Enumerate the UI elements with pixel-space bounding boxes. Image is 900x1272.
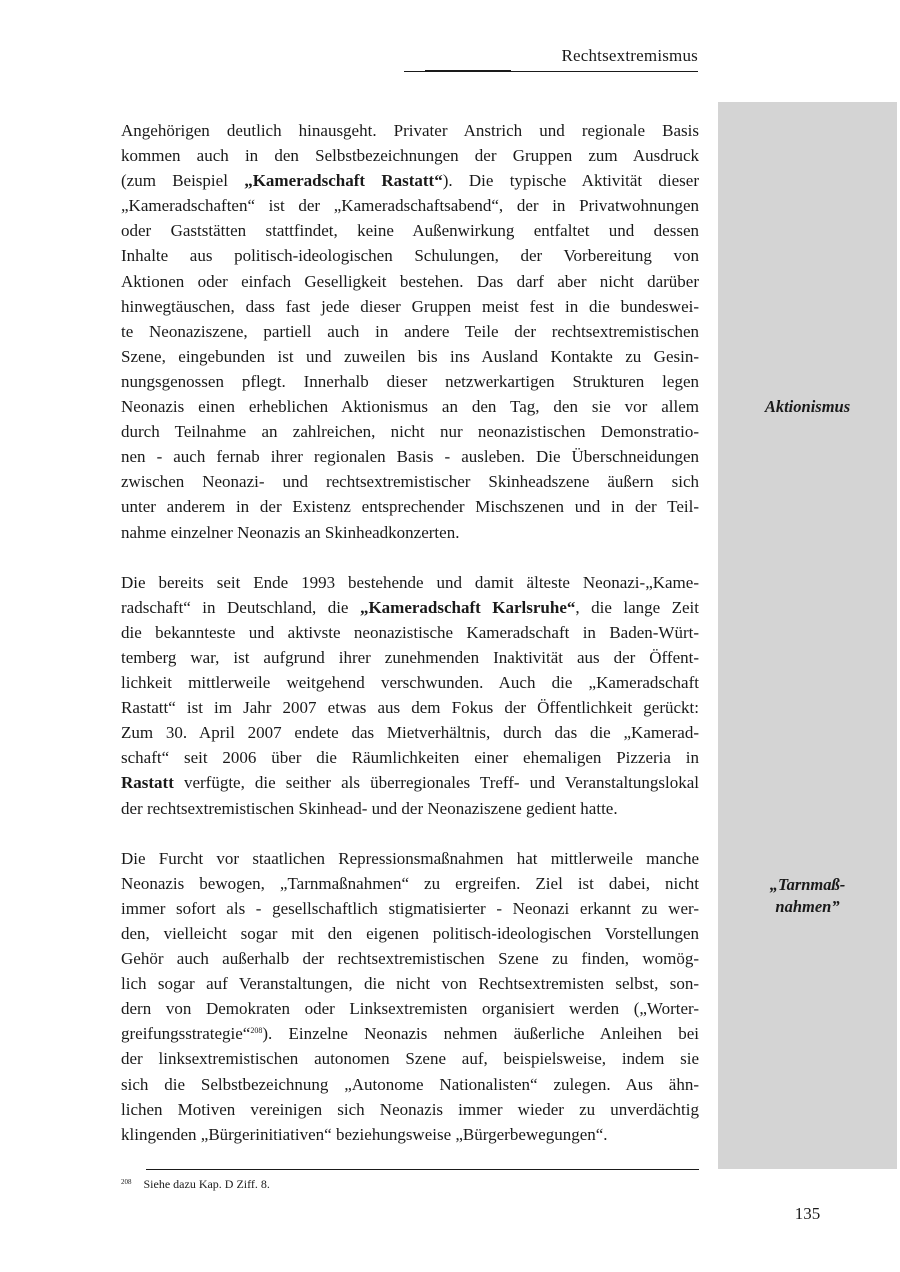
text-line: Rastatt“ ist im Jahr 2007 etwas aus dem Fokus der Öffentlichkeit gerückt: <box>121 698 699 718</box>
footnote-rule <box>146 1169 699 1170</box>
margin-note-tarnmassnahmen <box>718 874 897 918</box>
text-line: klingenden „Bürgerinitiativen“ beziehungsweise „Bürgerbewegungen“. <box>121 1124 608 1144</box>
text-fragment: verfügte, die seither als überregionales Treff- und Veranstaltungslokal <box>173 773 699 793</box>
margin-note-aktionismus <box>718 396 897 418</box>
text-line: der rechtsextremistischen Skinhead- und der Neonaziszene gedient hatte. <box>121 798 618 818</box>
text-line: nen - auch fernab ihrer regionalen Basis - ausleben. Die Überschneidungen <box>121 447 699 467</box>
text-line: nahme einzelner Neonazis an Skinheadkonzerten. <box>121 522 460 542</box>
text-line: Zum 30. April 2007 endete das Mietverhältnis, durch das die „Kamerad- <box>121 723 699 743</box>
text-line: Neonazis einen erheblichen Aktionismus an den Tag, den sie vor allem <box>121 397 699 417</box>
text-line: den, vielleicht sogar mit den eigenen politisch-ideologischen Vorstellungen <box>121 924 699 943</box>
text-line: zwischen Neonazi- und rechtsextremistischer Skinheadszene äußern sich <box>121 472 699 492</box>
paragraph-1 <box>121 118 699 545</box>
body-text <box>121 118 699 1147</box>
margin-note-line: nahmen” <box>775 897 840 916</box>
text-line: der linksextremistischen autonomen Szene auf, beispielsweise, indem sie <box>121 1049 699 1069</box>
text-line <box>121 595 699 620</box>
text-line: temberg war, ist aufgrund ihrer zunehmenden Inaktivität aus der Öffent- <box>121 647 699 667</box>
margin-note-line: „Tarnmaß- <box>769 875 846 894</box>
bold-term: „Kameradschaft Rastatt“ <box>244 171 443 191</box>
text-line <box>121 168 699 193</box>
text-line: immer sofort als - gesellschaftlich stigmatisierter - Neonazi erkannt zu wer- <box>121 898 699 918</box>
text-fragment: ). Einzelne Neonazis nehmen äußerliche Anleihen bei <box>262 1024 699 1044</box>
text-line: lichen Motiven vereinigen sich Neonazis immer wieder zu unverdächtig <box>121 1099 699 1119</box>
text-fragment: ). Die typische Aktivität dieser <box>442 171 699 191</box>
text-line: te Neonaziszene, partiell auch in andere Teile der rechtsextremistischen <box>121 321 699 341</box>
text-line: „Kameradschaften“ ist der „Kameradschaftsabend“, der in Privatwohnungen <box>121 196 699 216</box>
text-line <box>121 1021 699 1046</box>
text-line: Die bereits seit Ende 1993 bestehende und damit älteste Neonazi-„Kame- <box>121 572 699 592</box>
margin-column <box>718 102 897 1169</box>
bold-term: „Kameradschaft Karlsruhe“ <box>359 597 576 617</box>
text-fragment: , die lange Zeit <box>575 597 699 617</box>
footnote-text: Siehe dazu Kap. D Ziff. 8. <box>143 1177 270 1191</box>
text-fragment: (zum Beispiel <box>121 171 245 191</box>
text-line: hinwegtäuschen, dass fast jede dieser Gruppen meist fest in die bundeswei- <box>121 296 699 316</box>
paragraph-gap <box>121 545 699 570</box>
paragraph-2 <box>121 570 699 821</box>
footnote-reference[interactable]: 208 <box>250 1026 263 1036</box>
text-line: nungsgenossen pflegt. Innerhalb dieser netzwerkartigen Strukturen legen <box>121 371 699 391</box>
text-line <box>121 770 699 795</box>
text-line: unter anderem in der Existenz entsprechender Mischszenen und in der Teil- <box>121 497 699 517</box>
text-line: Inhalte aus politisch-ideologischen Schulungen, der Vorbereitung von <box>121 246 699 266</box>
text-line: Angehörigen deutlich hinausgeht. Privater Anstrich und regionale Basis <box>121 121 699 140</box>
text-line: lich sogar auf Veranstaltungen, die nicht von Rechtsextremisten selbst, son- <box>121 974 699 994</box>
text-fragment: radschaft“ in Deutschland, die <box>121 597 360 617</box>
text-line: sich die Selbstbezeichnung „Autonome Nationalisten“ zulegen. Aus ähn- <box>121 1074 699 1094</box>
footnote <box>121 1177 270 1192</box>
text-line: kommen auch in den Selbstbezeichnungen der Gruppen zum Ausdruck <box>121 146 699 166</box>
text-line: Gehör auch außerhalb der rechtsextremistischen Szene zu finden, womög- <box>121 949 699 969</box>
footnote-number: 208 <box>121 1178 132 1186</box>
text-line: die bekannteste und aktivste neonazistische Kameradschaft in Baden-Würt- <box>121 622 699 642</box>
text-fragment: greifungsstrategie“ <box>121 1024 251 1044</box>
header-rule-accent <box>425 70 511 72</box>
text-line: Die Furcht vor staatlichen Repressionsmaßnahmen hat mittlerweile manche <box>121 848 699 868</box>
running-header: Rechtsextremismus <box>561 46 698 65</box>
page-number: 135 <box>794 1204 821 1223</box>
text-line: durch Teilnahme an zahlreichen, nicht nur neonazistischen Demonstratio- <box>121 422 699 442</box>
bold-term: Rastatt <box>121 773 174 793</box>
text-line: schaft“ seit 2006 über die Räumlichkeiten einer ehemaligen Pizzeria in <box>121 748 699 768</box>
text-line: Neonazis bewogen, „Tarnmaßnahmen“ zu ergreifen. Ziel ist dabei, nicht <box>121 873 699 893</box>
text-line: dern von Demokraten oder Linksextremisten organisiert werden („Worter- <box>121 999 699 1019</box>
text-line: Aktionen oder einfach Geselligkeit bestehen. Das darf aber nicht darüber <box>121 271 699 291</box>
text-line: Szene, eingebunden ist und zuweilen bis ins Ausland Kontakte zu Gesin- <box>121 346 699 366</box>
text-line: lichkeit mittlerweile weitgehend verschwunden. Auch die „Kameradschaft <box>121 673 699 693</box>
paragraph-3 <box>121 846 699 1147</box>
text-line: oder Gaststätten stattfindet, keine Außenwirkung entfaltet und dessen <box>121 221 699 241</box>
paragraph-gap <box>121 821 699 846</box>
margin-note-text: Aktionismus <box>764 397 851 416</box>
